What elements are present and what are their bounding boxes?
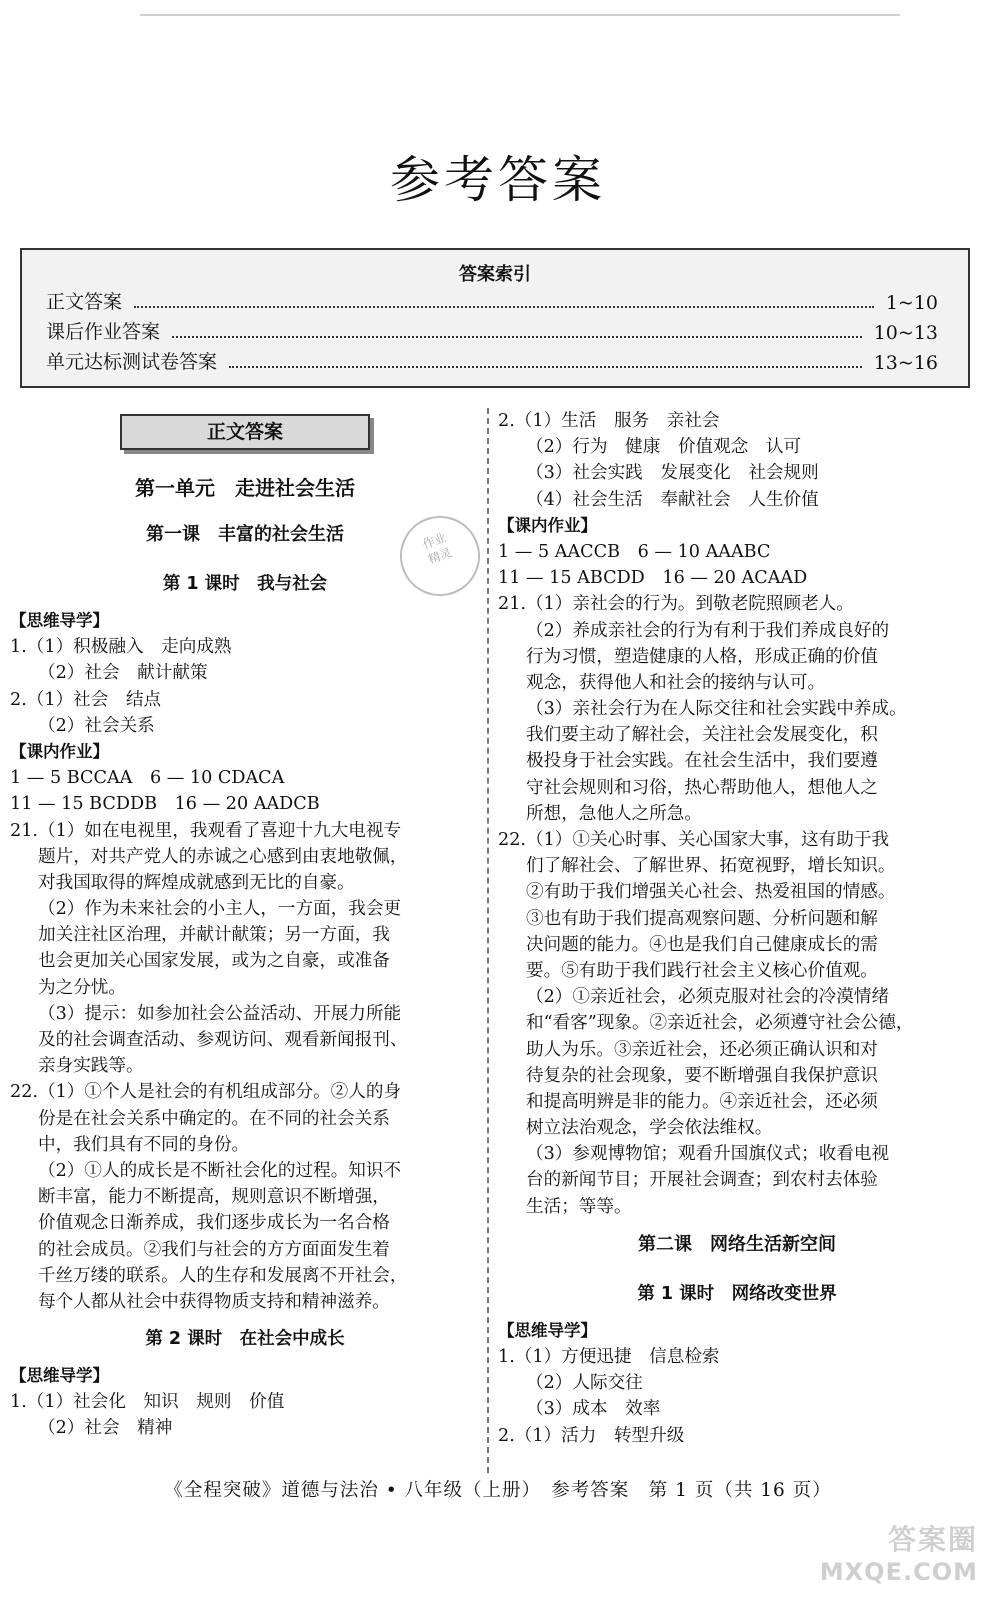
- answer-index-heading: 答案索引: [459, 264, 531, 285]
- unit-title: 第一单元 走进社会生活: [135, 476, 355, 500]
- answer-line: 生活；等等。: [526, 1196, 632, 1217]
- answer-line: （2）养成亲社会的行为有利于我们养成良好的: [526, 620, 890, 641]
- answer-line: 所想，急他人之所急。: [526, 803, 702, 824]
- answer-line: （2）社会 精神: [38, 1418, 173, 1439]
- answer-line: 1.（1）社会化 知识 规则 价值: [10, 1392, 285, 1413]
- page-footer: 《全程突破》道德与法治 • 八年级（上册） 参考答案 第 1 页（共 16 页）: [164, 1480, 832, 1501]
- section-header: [10, 408, 480, 466]
- answer-line: 及的社会调查活动、参观访问、观看新闻报刊、: [38, 1030, 408, 1050]
- answer-line: 断丰富，能力不断提高，规则意识不断增强，: [38, 1187, 390, 1208]
- answer-line: 题片，对共产党人的赤诚之心感到由衷地敬佩，: [38, 846, 408, 867]
- answer-line: （3）亲社会行为在人际交往和社会实践中养成。: [526, 699, 907, 720]
- answer-line: 为之分忧。: [38, 977, 126, 998]
- answer-line: 22.（1）①关心时事、关心国家大事，这有助于我: [498, 830, 890, 850]
- stamp-text: 作业: [420, 530, 449, 552]
- answer-line: 加关注社区治理，并献计献策；另一方面，我: [38, 925, 390, 946]
- index-row-range: 13~16: [873, 352, 938, 374]
- answer-line: 也会更加关心国家发展，或为之自豪，或准备: [38, 951, 390, 972]
- column-divider: [487, 408, 489, 1473]
- tag-thinking-guide: 【思维导学】: [10, 611, 109, 630]
- answer-line: 价值观念日渐养成，我们逐步成长为一名合格: [38, 1213, 390, 1234]
- answer-line: 11 — 15 ABCDD 16 — 20 ACAAD: [498, 568, 808, 589]
- answer-line: 决问题的能力。④也是我们自己健康成长的需: [526, 934, 878, 955]
- answer-line: 的社会成员。②我们与社会的方方面面发生着: [38, 1239, 390, 1260]
- answer-line: ③也有助于我们提高观察问题、分析问题和解: [526, 908, 878, 929]
- period-title: 第 1 课时 我与社会: [162, 574, 328, 594]
- dot-leader: [134, 306, 874, 308]
- answer-line: 我们要主动了解社会，关注社会发展变化，积: [526, 725, 878, 746]
- tag-classwork: 【课内作业】: [10, 741, 109, 761]
- answer-line: 1 — 5 BCCAA 6 — 10 CDACA: [10, 768, 285, 789]
- answer-line: 21.（1）如在电视里，我观看了喜迎十九大电视专: [10, 820, 402, 841]
- answer-line: 22.（1）①个人是社会的有机组成部分。②人的身: [10, 1082, 402, 1103]
- tag-thinking-guide: 【思维导学】: [498, 1320, 597, 1340]
- answer-line: 台的新闻节目；开展社会调查；到农村去体验: [526, 1170, 878, 1191]
- answer-line: （2）作为未来社会的小主人，一方面，我会更: [38, 899, 402, 920]
- index-row[interactable]: [46, 314, 938, 344]
- answer-block: [498, 539, 976, 1220]
- answer-line: 和“看客”现象。②亲近社会，必须遵守社会公德，: [526, 1013, 914, 1034]
- answer-line: （2）①亲近社会，必须克服对社会的冷漠情绪: [526, 987, 890, 1008]
- answer-line: 1 — 5 AACCB 6 — 10 AAABC: [498, 541, 771, 562]
- answer-line: 1.（1）积极融入 走向成熟: [10, 637, 232, 658]
- answer-line: 观念，获得他人和社会的接纳与认可。: [526, 672, 826, 693]
- page-title: 参考答案: [390, 151, 606, 209]
- answer-line: 2.（1）活力 转型升级: [498, 1425, 685, 1446]
- answer-index-box: [20, 248, 970, 388]
- answer-block: [498, 408, 976, 513]
- answer-line: （4）社会生活 奉献社会 人生价值: [526, 489, 819, 510]
- answer-block: [10, 1389, 480, 1441]
- answer-line: （2）社会关系: [38, 715, 155, 736]
- index-row-label: 课后作业答案: [46, 321, 161, 343]
- answer-line: （2）社会 献计献策: [38, 663, 208, 684]
- answer-line: 和提高明辨是非的能力。④亲近社会，还必须: [526, 1091, 878, 1112]
- answer-line: （3）提示：如参加社会公益活动、开展力所能: [38, 1003, 402, 1024]
- index-row-range: 1~10: [885, 292, 938, 314]
- period-title: 第 1 课时 网络改变世界: [637, 1283, 837, 1304]
- stamp-text: 精灵: [426, 545, 454, 567]
- answer-line: 要。⑤有助于我们践行社会主义核心价值观。: [526, 960, 878, 981]
- answer-line: （2）人际交往: [526, 1373, 643, 1394]
- answer-line: （2）行为 健康 价值观念 认可: [526, 437, 802, 458]
- answer-line: 极投身于社会实践。在社会生活中，我们要遵: [526, 751, 878, 772]
- lesson-title: 第二课 网络生活新空间: [638, 1233, 836, 1255]
- answer-line: 亲身实践等。: [38, 1056, 144, 1077]
- answer-line: 树立法治观念，学会依法维权。: [526, 1118, 773, 1139]
- answer-line: 行为习惯，塑造健康的人格，形成正确的价值: [526, 646, 878, 667]
- answer-line: 11 — 15 BCDDB 16 — 20 AADCB: [10, 794, 320, 815]
- answer-line: 1.（1）方便迅捷 信息检索: [498, 1347, 720, 1367]
- brand-url: MXQE.COM: [819, 1558, 978, 1586]
- answer-block: [10, 634, 480, 739]
- answer-line: 守社会规则和习俗，热心帮助他人，想他人之: [526, 777, 878, 798]
- index-row-label: 正文答案: [46, 291, 123, 313]
- tag-classwork: 【课内作业】: [498, 515, 597, 535]
- index-row-label: 单元达标测试卷答案: [46, 351, 218, 373]
- answer-line: ②有助于我们增强关心社会、热爱祖国的情感。: [526, 882, 896, 903]
- top-rule: [140, 14, 900, 16]
- right-column: [498, 408, 976, 1449]
- period-title: 第 2 课时 在社会中成长: [145, 1329, 345, 1350]
- answer-line: 千丝万缕的联系。人的生存和发展离不开社会，: [38, 1265, 408, 1286]
- answer-line: 们了解社会、了解世界、拓宽视野，增长知识。: [526, 856, 896, 877]
- section-title-box: 正文答案: [120, 414, 370, 450]
- dot-leader: [229, 366, 862, 368]
- lesson-title: 第一课 丰富的社会生活: [146, 524, 344, 545]
- answer-block: [10, 765, 480, 1315]
- answer-line: 每个人都从社会中获得物质支持和精神滋养。: [38, 1291, 390, 1312]
- answer-line: 2.（1）生活 服务 亲社会: [498, 411, 720, 431]
- answer-line: 2.（1）社会 结点: [10, 689, 162, 710]
- answer-line: 中，我们具有不同的身份。: [38, 1134, 250, 1155]
- answer-line: 助人为乐。③亲近社会，还必须正确认识和对: [526, 1039, 878, 1060]
- answer-line: （3）参观博物馆；观看升国旗仪式；收看电视: [526, 1144, 890, 1165]
- answer-line: 待复杂的社会现象，要不断增强自我保护意识: [526, 1065, 878, 1086]
- answer-line: （3）成本 效率: [526, 1399, 661, 1420]
- index-row[interactable]: [46, 344, 938, 374]
- answer-block: [498, 1344, 976, 1449]
- answer-line: 份是在社会关系中确定的。在不同的社会关系: [38, 1108, 390, 1129]
- left-column: [10, 408, 480, 1442]
- index-row[interactable]: [46, 284, 938, 314]
- dot-leader: [172, 336, 862, 338]
- index-row-range: 10~13: [873, 322, 938, 344]
- brand-text: 答案圈: [887, 1523, 978, 1556]
- tag-thinking-guide: 【思维导学】: [10, 1366, 109, 1386]
- answer-line: （3）社会实践 发展变化 社会规则: [526, 463, 819, 484]
- answer-line: 21.（1）亲社会的行为。到敬老院照顾老人。: [498, 594, 854, 615]
- answer-line: 对我国取得的辉煌成就感到无比的自豪。: [38, 872, 355, 893]
- brand-watermark: [820, 1518, 978, 1586]
- answer-line: （2）①人的成长是不断社会化的过程。知识不: [38, 1160, 402, 1181]
